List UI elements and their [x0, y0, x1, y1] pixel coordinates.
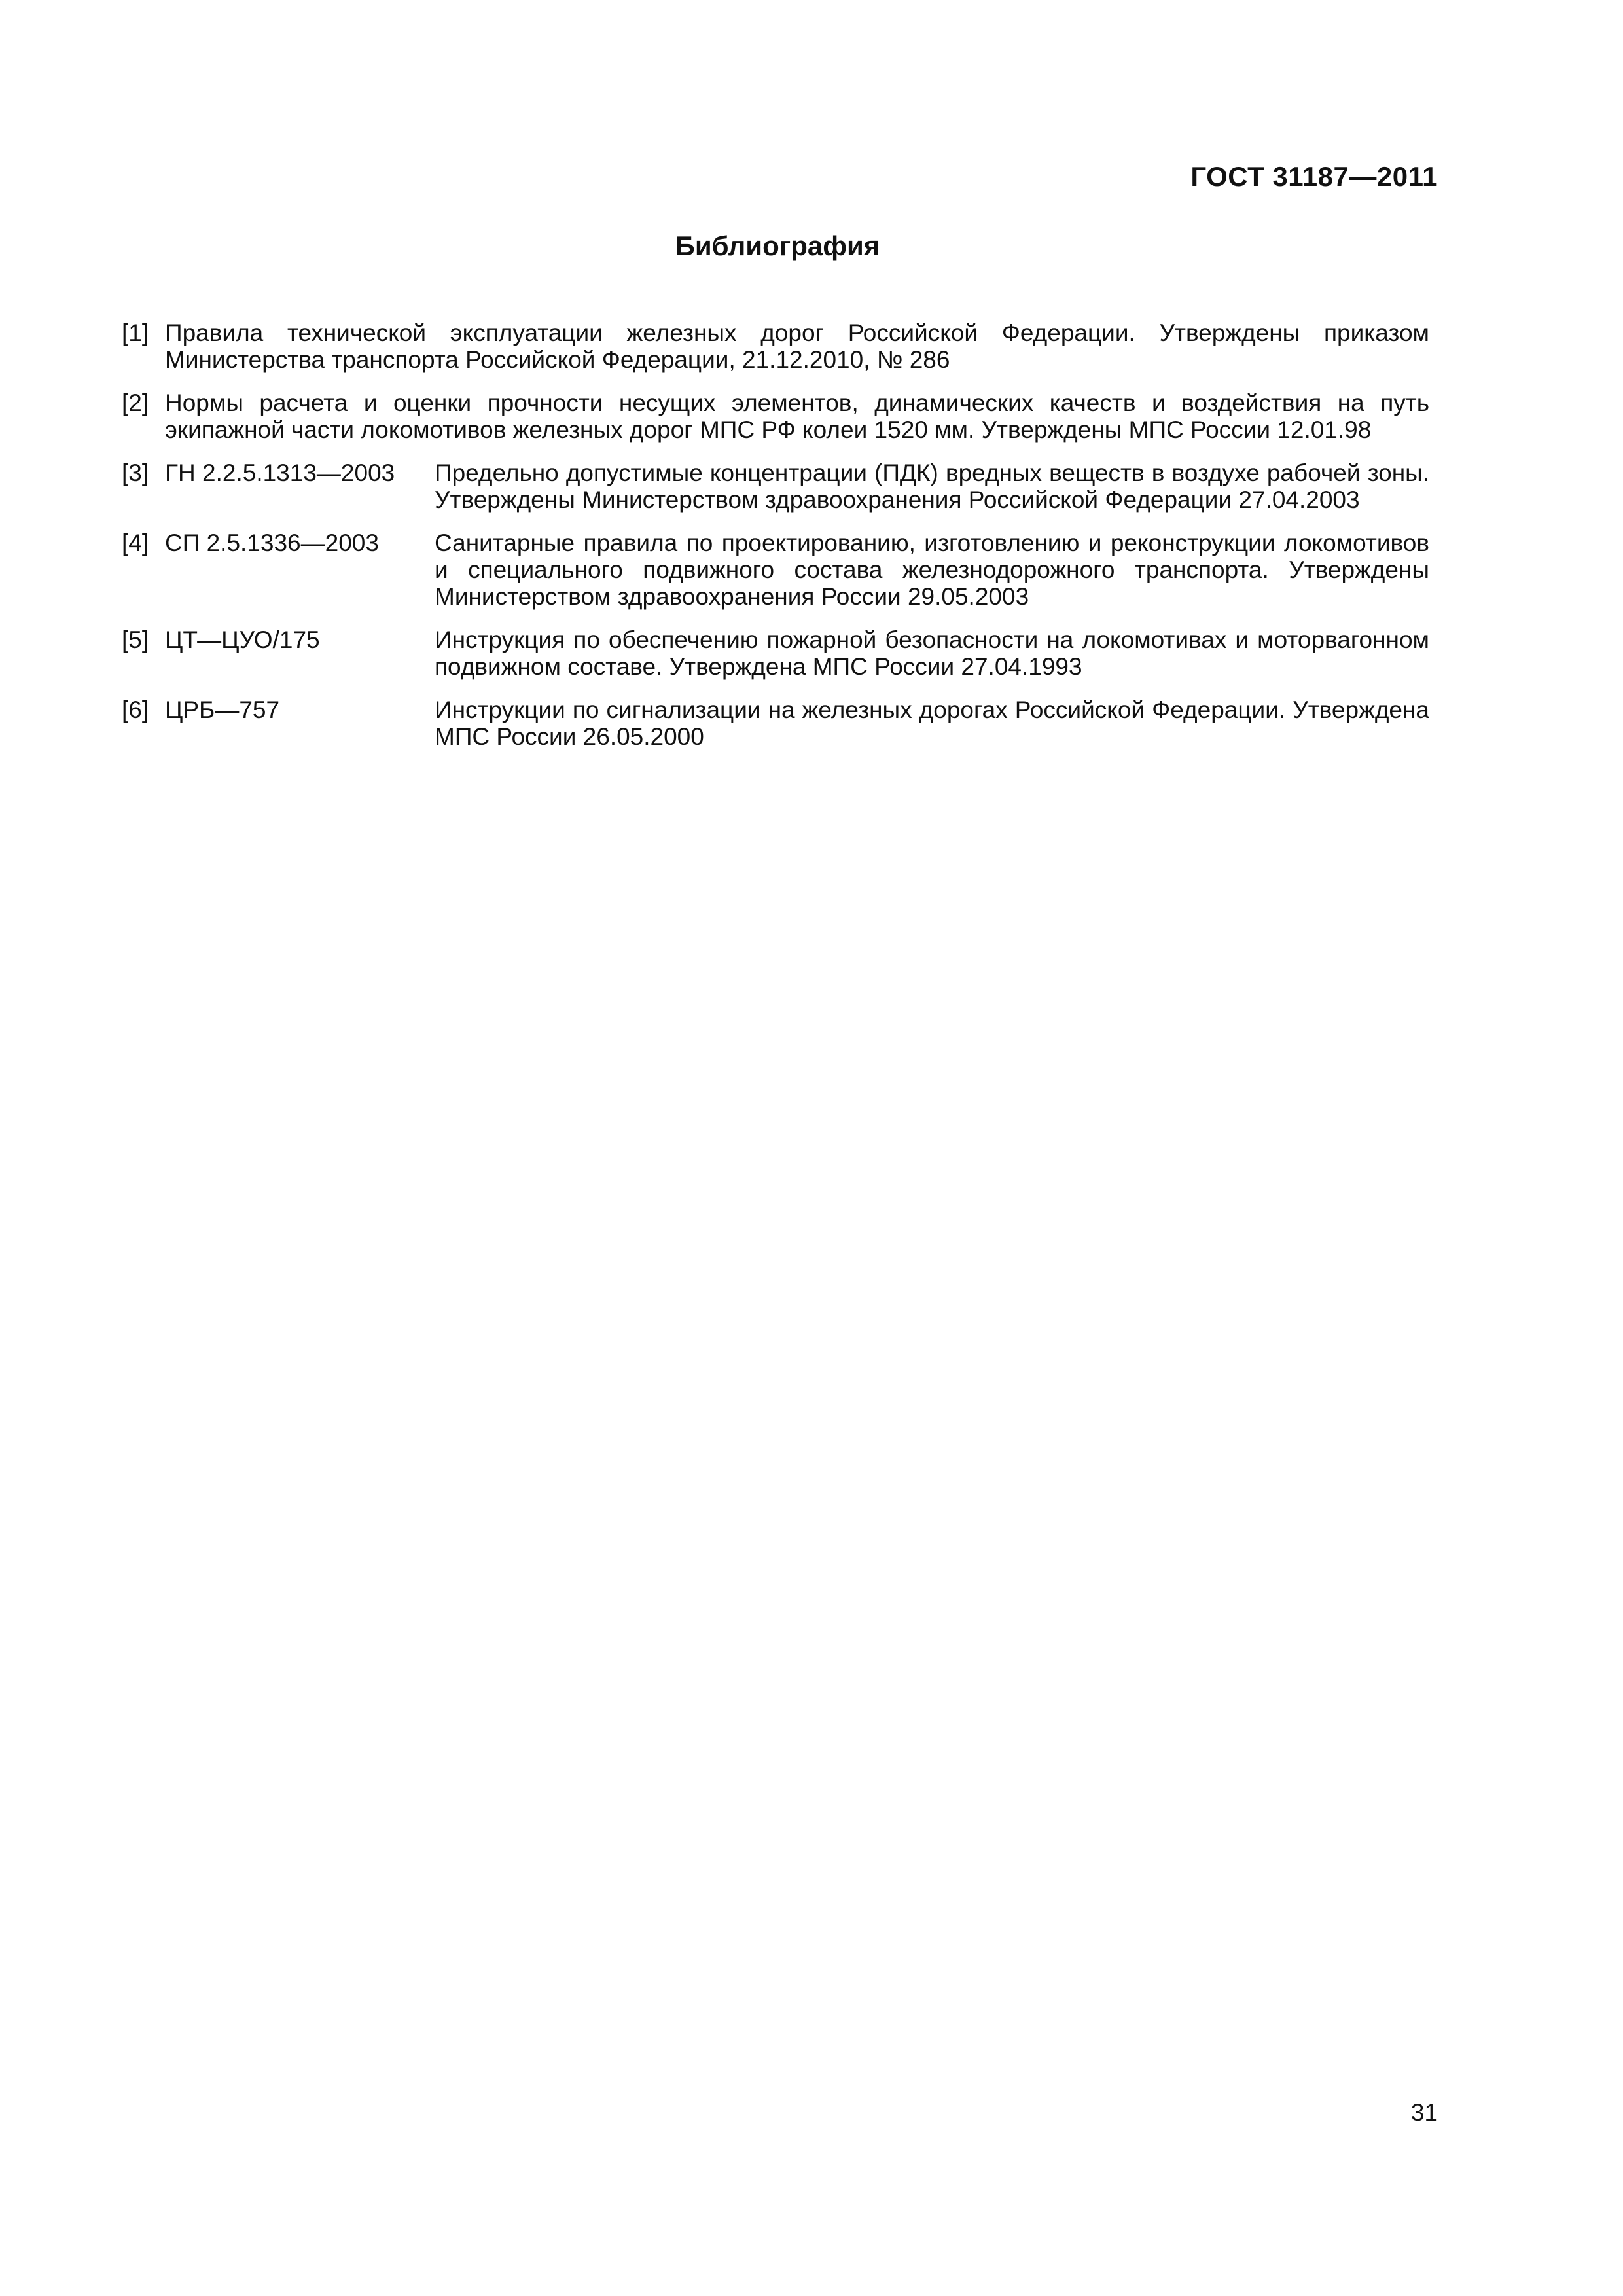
entry-text: Санитарные правила по проектированию, изготовлению и реконструкции локомотивов и специального подвижного состава железнодорожного транспорта. Утверждены Министерством здравоохранения России 29.05.2003: [435, 529, 1429, 610]
entry-text: Правила технической эксплуатации железных дорог Российской Федерации. Утверждены приказом Министерства транспорта Российской Федерации, 21.12.2010, № 286: [165, 319, 1429, 373]
entry-number: [2]: [122, 389, 149, 416]
bibliography-entry: [122, 626, 1429, 680]
entry-number: [5]: [122, 626, 149, 653]
bibliography-entry: [122, 696, 1429, 750]
entry-text: Нормы расчета и оценки прочности несущих элементов, динамических качеств и воздействия на путь экипажной части локомотивов железных дорог МПС РФ колеи 1520 мм. Утверждены МПС России 12.01.98: [165, 389, 1429, 443]
page-number: 31: [1410, 2099, 1438, 2126]
entry-number: [4]: [122, 529, 149, 556]
entry-text: Предельно допустимые концентрации (ПДК) вредных веществ в воздухе рабочей зоны. Утверждены Министерством здравоохранения Российской Федерации 27.04.2003: [435, 459, 1429, 513]
entry-number: [6]: [122, 696, 149, 723]
entry-code: СП 2.5.1336—2003: [165, 529, 379, 556]
bibliography-list: [122, 319, 1429, 766]
bibliography-entry: [122, 319, 1429, 373]
bibliography-entry: [122, 459, 1429, 513]
entry-code: ЦРБ—757: [165, 696, 280, 723]
bibliography-entry: [122, 389, 1429, 443]
entry-text: Инструкции по сигнализации на железных дорогах Российской Федерации. Утверждена МПС России 26.05.2000: [435, 696, 1429, 750]
entry-code: ЦТ—ЦУО/175: [165, 626, 320, 653]
bibliography-entry: [122, 529, 1429, 610]
document-code-header: ГОСТ 31187—2011: [1190, 161, 1438, 192]
entry-number: [1]: [122, 319, 149, 346]
entry-text: Инструкция по обеспечению пожарной безопасности на локомотивах и моторвагонном подвижном составе. Утверждена МПС России 27.04.1993: [435, 626, 1429, 680]
entry-number: [3]: [122, 459, 149, 486]
section-title: Библиография: [675, 230, 880, 261]
entry-code: ГН 2.2.5.1313—2003: [165, 459, 395, 486]
